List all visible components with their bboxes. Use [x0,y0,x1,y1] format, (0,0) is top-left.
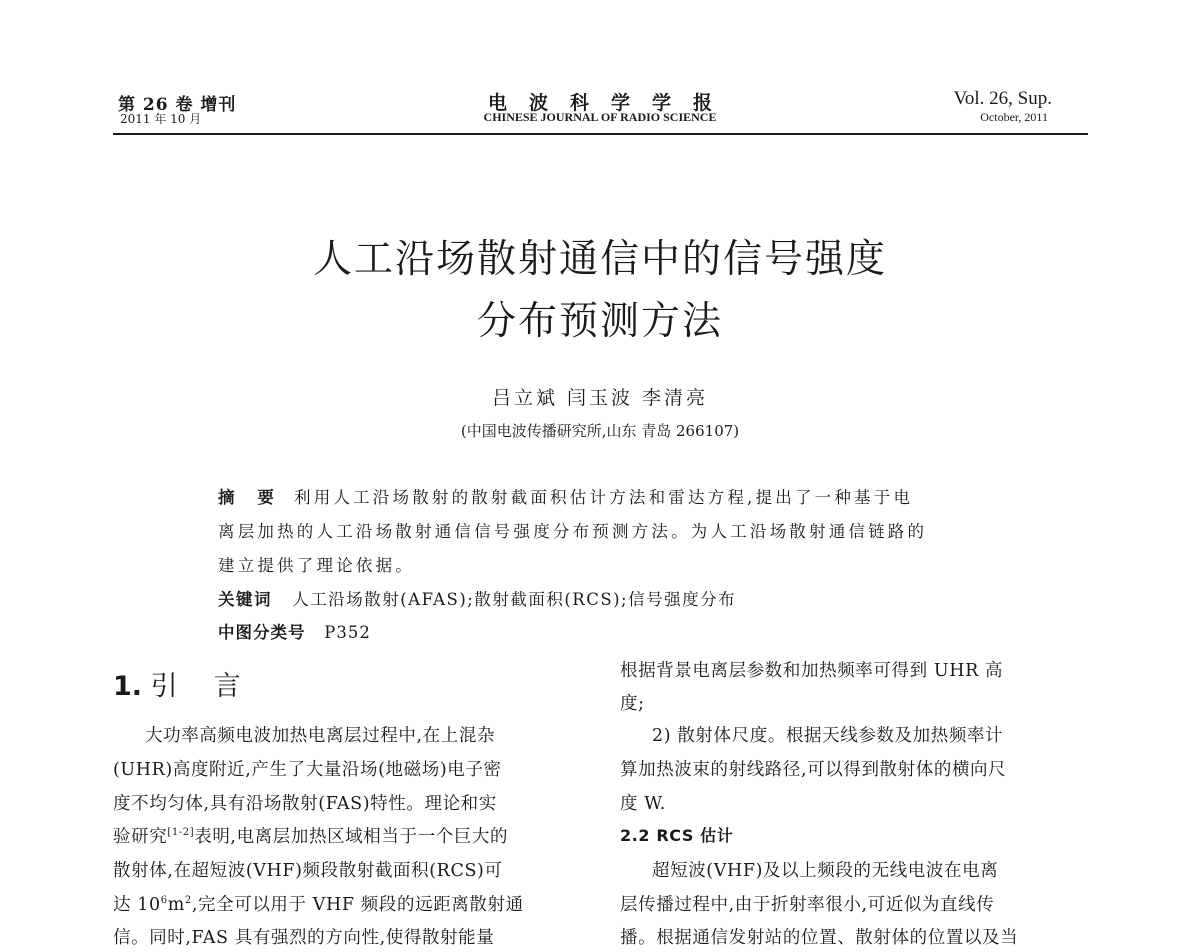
left-line6-text-c: ,完全可以用于 VHF 频段的远距离散射通 [191,895,524,915]
right-line3: 2) 散射体尺度。根据天线参数及加热频率计 [652,726,1004,746]
abstract-label: 摘 要 [218,488,278,507]
left-line6 [113,891,524,916]
right-line5: 度 W. [620,794,666,814]
keywords-text: 人工沿场散射(AFAS);散射截面积(RCS);信号强度分布 [292,590,737,609]
abstract-line2: 离层加热的人工沿场散射通信信号强度分布预测方法。为人工沿场散射通信链路的 [218,522,928,541]
classification [218,619,371,643]
journal-title-cn: 电波科学学报 [487,92,734,114]
right-line4: 算加热波束的射线路径,可以得到散射体的横向尺 [620,760,1007,780]
exponent-2: 2 [184,895,192,907]
right-line6: 超短波(VHF)及以上频段的无线电波在电离 [652,861,999,881]
paper-title-line2: 分布预测方法 [476,299,723,344]
left-line4-text-b: 表明,电离层加热区域相当于一个巨大的 [194,827,509,847]
authors: 吕立斌 闫玉波 李清亮 [491,387,709,409]
abstract-text-1: 利用人工沿场散射的散射截面积估计方法和雷达方程,提出了一种基于电 [294,488,914,507]
left-line7: 信。同时,FAS 具有强烈的方向性,使得散射能量 [113,928,495,948]
affiliation: (中国电波传播研究所,山东 青岛 266107) [460,422,740,440]
left-line3: 度不均匀体,具有沿场散射(FAS)特性。理论和实 [113,794,497,814]
abstract-line3: 建立提供了理论依据。 [218,556,415,575]
citation-ref: [1-2] [167,827,195,839]
left-line4-text-a: 验研究 [113,827,168,847]
left-line6-text-a: 达 10 [113,895,161,915]
paper-title-line1: 人工沿场散射通信中的信号强度 [312,237,887,282]
right-line2: 度; [620,694,645,714]
left-line6-unit: m [167,895,185,915]
left-line2: (UHR)高度附近,产生了大量沿场(地磁场)电子密 [113,760,502,780]
journal-title-en: CHINESE JOURNAL OF RADIO SCIENCE [483,110,717,124]
section-title-a: 引 [150,671,178,702]
header-rule [113,133,1088,135]
keywords [218,586,736,610]
section-number: 1. [113,671,143,702]
left-line5: 散射体,在超短波(VHF)频段散射截面积(RCS)可 [113,861,503,881]
right-line1: 根据背景电离层参数和加热频率可得到 UHR 高 [620,661,1004,681]
date-en: October, 2011 [980,110,1048,124]
abstract-line1 [218,484,913,508]
left-line4 [113,823,508,848]
publication-date: 2011 年 10 月 [120,112,202,126]
left-line1: 大功率高频电波加热电离层过程中,在上混杂 [145,726,496,746]
section-title-b: 言 [213,671,241,702]
section-heading-introduction [113,664,241,703]
right-line8: 播。根据通信发射站的位置、散射体的位置以及当 [620,928,1019,948]
classification-code: P352 [324,623,371,642]
keywords-label: 关键词 [218,590,272,609]
exponent-6: 6 [160,895,168,907]
volume-en: Vol. 26, Sup. [953,88,1052,109]
subsection-heading: 2.2 RCS 估计 [620,826,734,845]
volume-issue: 第 26 卷 增刊 [118,95,237,115]
classification-label: 中图分类号 [218,623,306,642]
right-line7: 层传播过程中,由于折射率很小,可近似为直线传 [620,895,995,915]
